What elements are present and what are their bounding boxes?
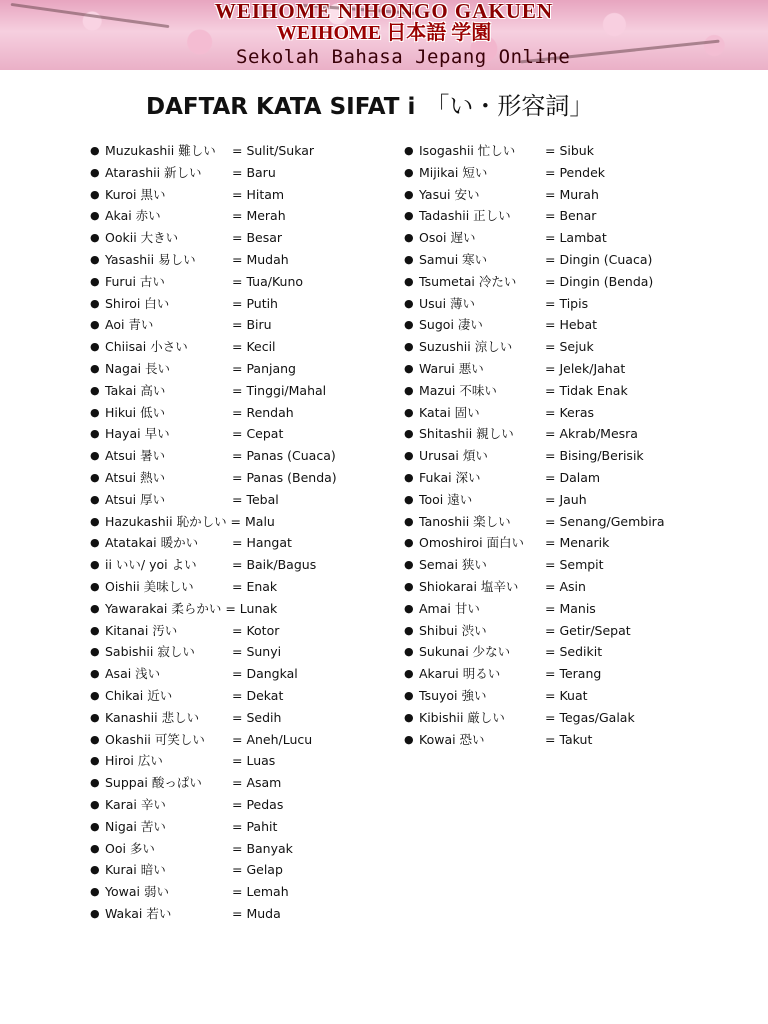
adjective-word: Kitanai 汚い (105, 622, 178, 638)
adjective-word: Shiokarai 塩辛い (419, 578, 519, 594)
adjective-word: Aoi 青い (105, 317, 154, 333)
banner-title: WEIHOME NIHONGO GAKUEN (214, 0, 554, 23)
bullet-icon: ● (90, 340, 100, 354)
page-title-text: DAFTAR KATA SIFAT i (146, 94, 416, 120)
banner-subtitle: WEIHOME 日本語 学園 (276, 22, 492, 44)
adjective-word: Shibui 渋い (419, 622, 487, 638)
adjective-word: Atatakai 暖かい (105, 535, 199, 551)
adjective-word: Tanoshii 楽しい (419, 513, 511, 529)
adjective-word: Sugoi 凄い (419, 317, 483, 333)
bullet-icon: ● (90, 383, 100, 397)
adjective-meaning: = Dalam (545, 469, 601, 485)
adjective-word: Ookii 大きい (105, 230, 179, 246)
adjective-meaning: = Panas (Benda) (232, 469, 337, 485)
bullet-icon: ● (90, 710, 100, 724)
adjective-word: Fukai 深い (419, 469, 481, 485)
adjective-word: Samui 寒い (419, 251, 488, 267)
adjective-word: Oishii 美味しい (105, 578, 194, 594)
adjective-meaning: = Sulit/Sukar (232, 143, 315, 158)
bullet-icon: ● (404, 710, 414, 724)
adjective-meaning: = Pahit (232, 818, 278, 834)
adjective-word: Yawarakai 柔らかい = Lunak (105, 600, 278, 616)
adjective-meaning: = Takut (545, 731, 593, 747)
adjective-meaning: = Aneh/Lucu (232, 731, 313, 747)
adjective-meaning: = Tinggi/Mahal (232, 382, 327, 398)
bullet-icon: ● (404, 144, 414, 157)
adjective-meaning: = Dekat (232, 687, 284, 703)
adjective-word: Urusai 煩い (419, 448, 488, 464)
adjective-word: Usui 薄い (419, 295, 476, 311)
bullet-icon: ● (404, 601, 414, 615)
adjective-word: Nagai 長い (105, 360, 171, 376)
bullet-icon: ● (404, 514, 414, 528)
adjective-meaning: = Baik/Bagus (232, 557, 317, 573)
adjective-meaning: = Sejuk (545, 339, 594, 355)
bullet-icon: ● (404, 579, 414, 593)
bullet-icon: ● (404, 296, 414, 310)
adjective-meaning: = Besar (232, 230, 283, 246)
bullet-icon: ● (90, 318, 100, 332)
bullet-icon: ● (90, 165, 100, 179)
adjective-word: Atsui 厚い (105, 491, 166, 507)
adjective-word: Mazui 不味い (419, 382, 497, 398)
adjective-meaning: = Asam (232, 775, 282, 791)
bullet-icon: ● (404, 274, 414, 288)
adjective-meaning: = Pendek (545, 164, 606, 180)
adjective-word: Atarashii 新しい (105, 164, 202, 180)
adjective-meaning: = Tua/Kuno (232, 273, 304, 289)
adjective-word: Kuroi 黒い (105, 186, 166, 202)
adjective-word: Atsui 暑い (105, 448, 166, 464)
adjective-meaning: = Akrab/Mesra (545, 426, 638, 442)
adjective-meaning: = Tidak Enak (545, 382, 628, 398)
adjective-meaning: = Bising/Berisik (545, 448, 644, 464)
adjective-word: Shiroi 白い (105, 295, 170, 311)
adjective-word: Mijikai 短い (419, 164, 488, 180)
bullet-icon: ● (404, 209, 414, 223)
bullet-icon: ● (90, 144, 100, 157)
bullet-icon: ● (404, 187, 414, 201)
adjective-meaning: = Tebal (232, 491, 279, 507)
adjective-word: Isogashii 忙しい (419, 143, 516, 158)
adjective-word: Suzushii 涼しい (419, 339, 513, 355)
adjective-meaning: = Panas (Cuaca) (232, 448, 336, 464)
bullet-icon: ● (404, 688, 414, 702)
adjective-meaning: = Cepat (232, 426, 284, 442)
bullet-icon: ● (90, 906, 100, 920)
adjective-word: Kowai 恐い (419, 731, 485, 747)
bullet-icon: ● (404, 340, 414, 354)
bullet-icon: ● (90, 209, 100, 223)
adjective-meaning: = Murah (545, 186, 599, 202)
bullet-icon: ● (404, 361, 414, 375)
bullet-icon: ● (90, 885, 100, 899)
adjective-meaning: = Sedikit (545, 644, 603, 660)
bullet-icon: ● (90, 601, 100, 615)
adjective-meaning: = Lemah (232, 884, 289, 900)
adjective-word: Amai 甘い (419, 600, 480, 616)
bullet-icon: ● (404, 427, 414, 441)
adjective-word: Warui 悪い (419, 360, 484, 376)
adjective-word: Akai 赤い (105, 208, 161, 224)
bullet-icon: ● (90, 797, 100, 811)
adjective-meaning: = Sempit (545, 557, 604, 573)
adjective-meaning: = Mudah (232, 251, 289, 267)
bullet-icon: ● (404, 492, 414, 506)
page-title (146, 90, 593, 123)
bullet-icon: ● (404, 449, 414, 463)
bullet-icon: ● (90, 558, 100, 572)
adjective-word: Hazukashii 恥かしい = Malu (105, 513, 275, 529)
adjective-meaning: = Sibuk (545, 143, 594, 158)
adjective-word: Tsumetai 冷たい (419, 273, 517, 289)
adjective-meaning: = Sunyi (232, 644, 282, 660)
adjective-word: Omoshiroi 面白い (419, 535, 525, 551)
bullet-icon: ● (90, 732, 100, 746)
adjective-word: Furui 古い (105, 273, 165, 289)
bullet-icon: ● (404, 536, 414, 550)
adjective-word: Yowai 弱い (105, 884, 169, 900)
adjective-word: Suppai 酸っぱい (105, 775, 202, 791)
bullet-icon: ● (404, 405, 414, 419)
adjective-meaning: = Lambat (545, 230, 607, 246)
adjective-word: Atsui 熱い (105, 469, 166, 485)
adjective-word: Akarui 明るい (419, 666, 501, 682)
adjective-meaning: = Jelek/Jahat (545, 360, 626, 376)
bullet-icon: ● (90, 296, 100, 310)
bullet-icon: ● (90, 449, 100, 463)
adjective-word: Tadashii 正しい (419, 208, 511, 224)
bullet-icon: ● (404, 165, 414, 179)
adjective-meaning: = Hitam (232, 186, 285, 202)
banner-tagline: Sekolah Bahasa Jepang Online (236, 46, 571, 68)
adjective-word: Kurai 暗い (105, 862, 166, 878)
adjective-word: Wakai 若い (105, 905, 172, 921)
adjective-word: Takai 高い (105, 382, 166, 398)
adjective-word: ii いい/ yoi よい (105, 557, 197, 573)
bullet-icon: ● (90, 688, 100, 702)
bullet-icon: ● (90, 274, 100, 288)
adjective-meaning: = Kecil (232, 339, 276, 355)
header-banner (0, 0, 768, 70)
adjective-meaning: = Baru (232, 164, 276, 180)
adjective-meaning: = Menarik (545, 535, 610, 551)
adjective-word: Tsuyoi 強い (419, 687, 487, 703)
page-title-japanese: 「い・形容詞」 (425, 92, 594, 120)
adjective-word: Hayai 早い (105, 426, 170, 442)
adjective-meaning: = Luas (232, 753, 276, 769)
bullet-icon: ● (90, 819, 100, 833)
adjective-word: Yasashii 易しい (105, 251, 196, 267)
bullet-icon: ● (90, 776, 100, 790)
adjective-word: Okashii 可笑しい (105, 731, 205, 747)
adjective-meaning: = Pedas (232, 796, 284, 812)
bullet-icon: ● (404, 645, 414, 659)
adjective-word: Shitashii 親しい (419, 426, 514, 442)
bullet-icon: ● (90, 514, 100, 528)
adjective-word: Sabishii 寂しい (105, 644, 195, 660)
adjective-word: Yasui 安い (419, 186, 480, 202)
bullet-icon: ● (90, 405, 100, 419)
bullet-icon: ● (404, 667, 414, 681)
adjective-meaning: = Dingin (Benda) (545, 273, 654, 289)
adjective-word: Asai 浅い (105, 666, 161, 682)
adjective-meaning: = Dingin (Cuaca) (545, 251, 653, 267)
adjective-meaning: = Enak (232, 578, 278, 594)
bullet-icon: ● (404, 732, 414, 746)
adjective-meaning: = Merah (232, 208, 286, 224)
bullet-icon: ● (404, 231, 414, 245)
adjective-meaning: = Getir/Sepat (545, 622, 631, 638)
adjective-meaning: = Hebat (545, 317, 598, 333)
adjective-meaning: = Panjang (232, 360, 296, 376)
adjective-meaning: = Kuat (545, 687, 588, 703)
adjective-meaning: = Senang/Gembira (545, 513, 665, 529)
bullet-icon: ● (404, 623, 414, 637)
bullet-icon: ● (90, 623, 100, 637)
bullet-icon: ● (90, 231, 100, 245)
adjective-meaning: = Banyak (232, 840, 293, 856)
bullet-icon: ● (90, 754, 100, 768)
adjective-meaning: = Dangkal (232, 666, 298, 682)
adjective-word: Hikui 低い (105, 404, 166, 420)
adjective-meaning: = Tegas/Galak (545, 709, 635, 725)
adjective-word: Katai 固い (419, 404, 480, 420)
adjective-word: Kanashii 悲しい (105, 709, 200, 725)
adjective-meaning: = Tipis (545, 295, 589, 311)
adjective-word: Hiroi 広い (105, 753, 163, 769)
adjective-word: Semai 狭い (419, 557, 487, 573)
adjective-meaning: = Kotor (232, 622, 280, 638)
bullet-icon: ● (90, 492, 100, 506)
bullet-icon: ● (404, 470, 414, 484)
bullet-icon: ● (90, 579, 100, 593)
bullet-icon: ● (90, 252, 100, 266)
bullet-icon: ● (404, 318, 414, 332)
adjective-meaning: = Asin (545, 578, 586, 594)
adjective-meaning: = Hangat (232, 535, 292, 551)
bullet-icon: ● (90, 361, 100, 375)
adjective-meaning: = Benar (545, 208, 597, 224)
bullet-icon: ● (90, 841, 100, 855)
adjective-word: Chikai 近い (105, 687, 173, 703)
bullet-icon: ● (90, 645, 100, 659)
adjective-meaning: = Terang (545, 666, 602, 682)
adjective-word: Nigai 苦い (105, 818, 166, 834)
adjective-word: Kibishii 厳しい (419, 709, 505, 725)
adjective-meaning: = Jauh (545, 491, 587, 507)
adjective-meaning: = Sedih (232, 709, 282, 725)
bullet-icon: ● (404, 252, 414, 266)
adjective-meaning: = Gelap (232, 862, 283, 878)
adjective-word: Osoi 遅い (419, 230, 476, 246)
adjective-word: Ooi 多い (105, 840, 155, 856)
bullet-icon: ● (404, 558, 414, 572)
bullet-icon: ● (404, 383, 414, 397)
adjective-word: Muzukashii 難しい (105, 143, 216, 158)
bullet-icon: ● (90, 187, 100, 201)
bullet-icon: ● (90, 863, 100, 877)
adjective-meaning: = Muda (232, 905, 281, 921)
adjective-meaning: = Keras (545, 404, 595, 420)
bullet-icon: ● (90, 536, 100, 550)
adjective-word: Tooi 遠い (419, 491, 473, 507)
adjective-meaning: = Rendah (232, 404, 294, 420)
adjective-meaning: = Biru (232, 317, 272, 333)
bullet-icon: ● (90, 667, 100, 681)
bullet-icon: ● (90, 427, 100, 441)
adjective-word: Chiisai 小さい (105, 339, 188, 355)
adjective-meaning: = Manis (545, 600, 596, 616)
bullet-icon: ● (90, 470, 100, 484)
adjective-word: Sukunai 少ない (419, 644, 511, 660)
adjective-word: Karai 辛い (105, 796, 166, 812)
adjective-meaning: = Putih (232, 295, 278, 311)
